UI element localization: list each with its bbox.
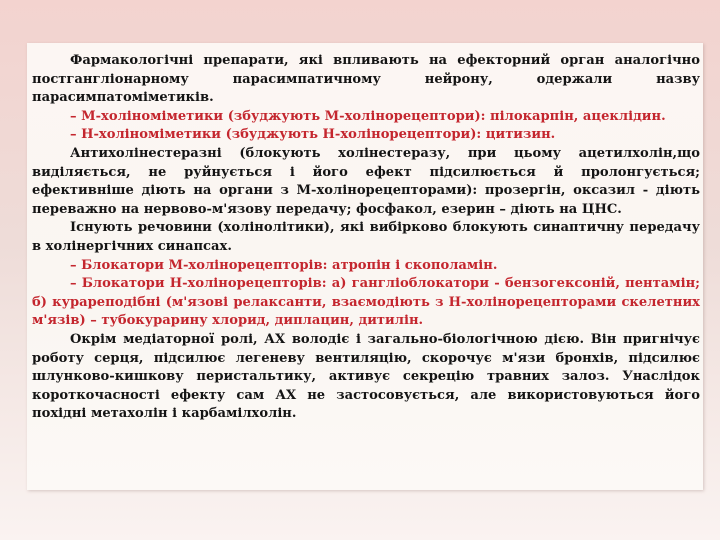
slide-text (32, 52, 700, 424)
text-slide (27, 43, 703, 490)
paragraph-n-cholinomimetics: – Н-холіноміметики (збуджують Н-холінорецептори): цитизин. (70, 127, 556, 143)
paragraph-m-blockers: – Блокатори М-холінорецепторів: атропін і скополамін. (70, 257, 498, 273)
paragraph-anticholinesterase: Антихолінестеразні (блокують холінестеразу, при цьому ацетилхолін,що виділяється, не руйнується і його ефект підсилюється й пролонгується; ефективніше діють на органи з М-холінорецепторами): прозергін, оксазил - діють переважно на нервово-м'язову передачу; фосфакол, езерин – діють на ЦНС. (32, 145, 700, 217)
paragraph-n-blockers: – Блокатори Н-холінорецепторів: а) гангліоблокатори - бензогексоній, пентамін; б) курареподібні (м'язові релаксанти, взаємодіють з Н-холінорецепторами скелетних м'язів) – тубокурарину хлорид, диплацин, дитилін. (32, 276, 700, 329)
paragraph-acetylcholine-effects: Окрім медіаторної ролі, АХ володіє і загально-біологічною дією. Він пригнічує роботу серця, підсилює легеневу вентиляцію, скорочує м'язи бронхів, підсилює шлунково-кишкову перистальтику, активує секрецію травних залоз. Унаслідок короткочасності ефекту сам АХ не застосовується, але використовуються його похідні метахолін і карбамілхолін. (32, 331, 700, 422)
paragraph-cholinolytics: Існують речовини (холінолітики), які вибірково блокують синаптичну передачу в холінергічних синапсах. (32, 220, 700, 254)
paragraph-m-cholinomimetics: – М-холіноміметики (збуджують М-холінорецептори): пілокарпін, ацеклідин. (70, 108, 666, 124)
paragraph-parasympathomimetics: Фармакологічні препарати, які впливають на ефекторний орган аналогічно постгангліонарному парасимпатичному нейрону, одержали назву парасимпатоміметиків. (32, 53, 700, 106)
